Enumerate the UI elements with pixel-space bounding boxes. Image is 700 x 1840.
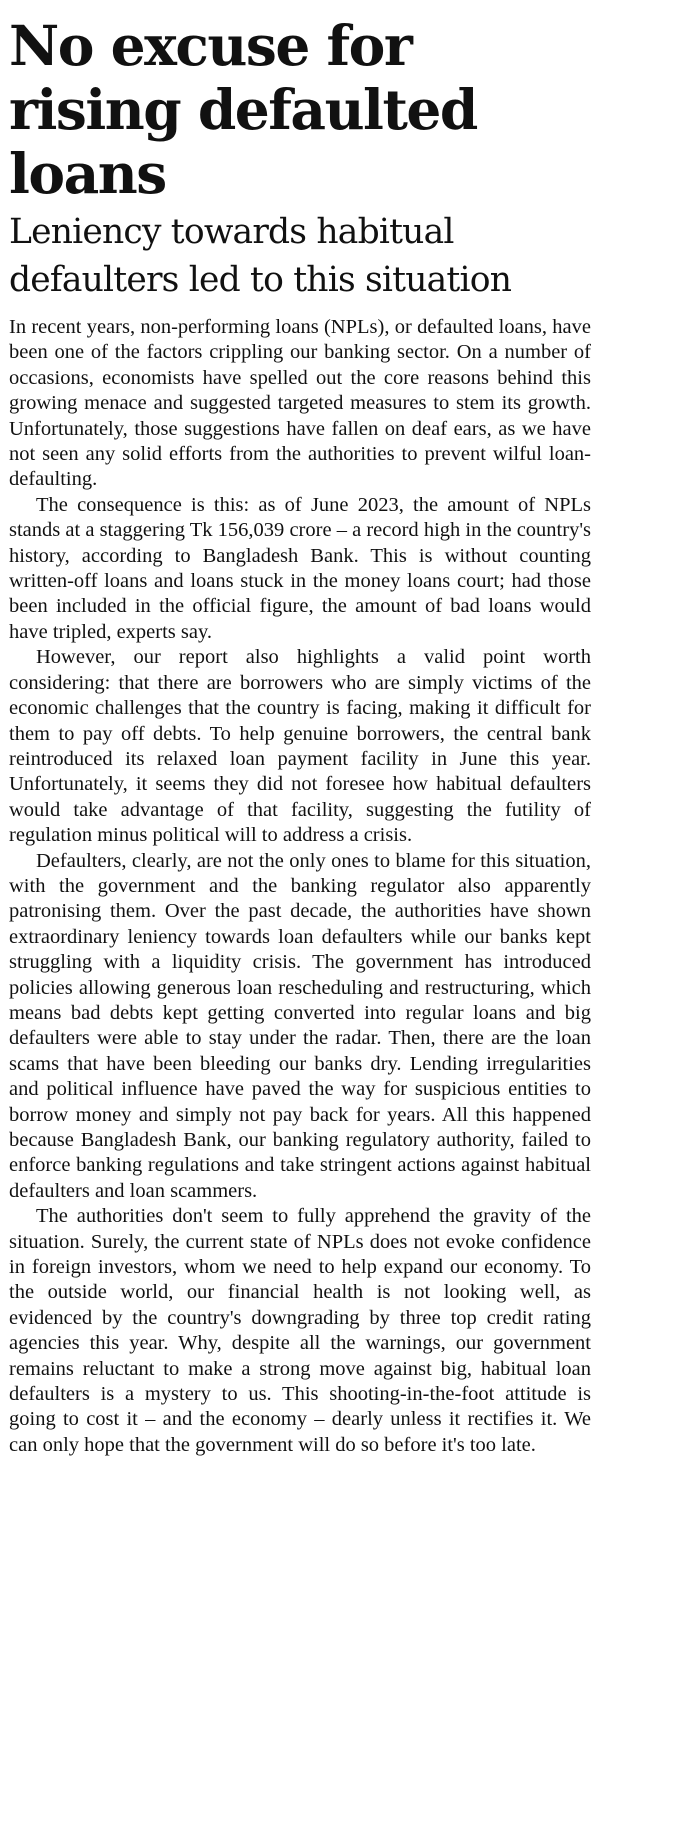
article-headline: No excuse for rising defaulted loans	[9, 13, 477, 206]
article-subheadline: Leniency towards habitual defaulters led to this situation	[9, 212, 512, 300]
article-paragraph: The authorities don't seem to fully apprehend the gravity of the situation. Surely, the current state of NPLs does not evoke confidence in foreign investors, whom we need to help expand our economy. To the outside world, our financial health is not looking well, as evidenced by the country's downgrading by three top credit rating agencies this year. Why, despite all the warnings, our government remains reluctant to make a strong move against big, habitual loan defaulters is a mystery to us. This shooting-in-the-foot attitude is going to cost it – and the economy – dearly unless it rectifies it. We can only hope that the government will do so before it's too late.	[9, 1205, 591, 1456]
article-paragraph: However, our report also highlights a valid point worth considering: that there are borrowers who are simply victims of the economic challenges that the country is facing, making it difficult for them to pay off debts. To help genuine borrowers, the central bank reintroduced its relaxed loan payment facility in June this year. Unfortunately, it seems they did not foresee how habitual defaulters would take advantage of that facility, suggesting the futility of regulation minus political will to address a crisis.	[9, 646, 591, 847]
article-paragraph: In recent years, non-performing loans (NPLs), or defaulted loans, have been one of the factors crippling our banking sector. On a number of occasions, economists have spelled out the core reasons behind this growing menace and suggested targeted measures to stem its growth. Unfortunately, those suggestions have fallen on deaf ears, as we have not seen any solid efforts from the authorities to prevent wilful loan-defaulting.	[9, 316, 591, 491]
article-paragraph: The consequence is this: as of June 2023, the amount of NPLs stands at a staggering Tk 156,039 crore – a record high in the country's history, according to Bangladesh Bank. This is without counting written-off loans and loans stuck in the money loans court; had those been included in the official figure, the amount of bad loans would have tripled, experts say.	[9, 493, 591, 643]
article-paragraph: Defaulters, clearly, are not the only ones to blame for this situation, with the government and the banking regulator also apparently patronising them. Over the past decade, the authorities have shown extraordinary leniency towards loan defaulters while our banks kept struggling with a liquidity crisis. The government has introduced policies allowing generous loan rescheduling and restructuring, which means bad debts kept getting converted into regular loans and big defaulters were able to stay under the radar. Then, there are the loan scams that have been bleeding our banks dry. Lending irregularities and political influence have paved the way for suspicious entities to borrow money and simply not pay back for years. All this happened because Bangladesh Bank, our banking regulatory authority, failed to enforce banking regulations and take stringent actions against habitual defaulters and loan scammers.	[9, 849, 591, 1202]
editorial-article	[9, 14, 591, 1458]
article-body	[9, 315, 591, 1458]
